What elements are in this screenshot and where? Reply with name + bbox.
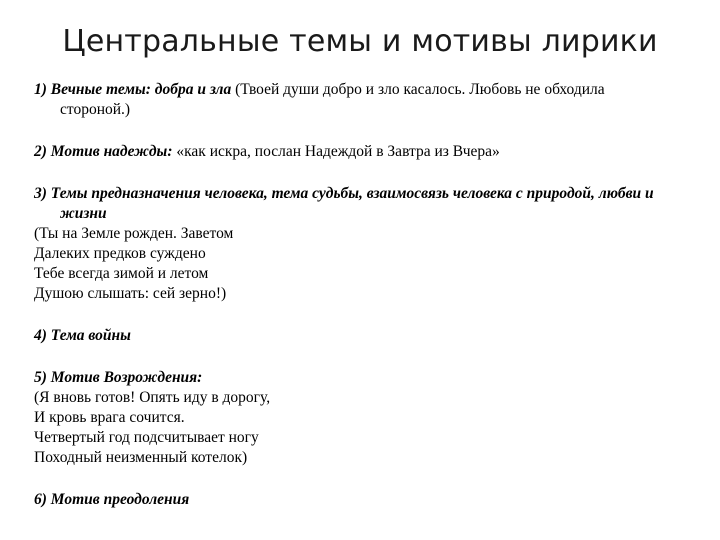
poem-line: Душою слышать: сей зерно!) bbox=[34, 285, 227, 302]
poem-line: Далеких предков суждено bbox=[34, 245, 206, 262]
poem-line: (Я вновь готов! Опять иду в дорогу, bbox=[34, 389, 271, 406]
item-heading: 6) Мотив преодоления bbox=[34, 491, 190, 508]
poem-line: И кровь врага сочится. bbox=[34, 409, 185, 426]
item-heading: 3) Темы предназначения человека, тема судьбы, взаимосвязь человека с природой, любви и жизни bbox=[34, 185, 654, 222]
item-heading: 2) Мотив надежды: bbox=[34, 143, 173, 160]
slide-body bbox=[34, 80, 674, 510]
poem-line: (Ты на Земле рожден. Заветом bbox=[34, 225, 234, 242]
item-heading: 5) Мотив Возрождения: bbox=[34, 369, 203, 386]
item-hope-motif bbox=[34, 142, 674, 162]
item-destiny-themes bbox=[34, 184, 674, 304]
item-revival-motif bbox=[34, 368, 674, 468]
item-eternal-themes bbox=[34, 80, 674, 120]
item-text: (Твоей души добро и зло касалось. Любовь не обходила стороной.) bbox=[60, 81, 605, 118]
item-overcoming-motif bbox=[34, 490, 674, 510]
item-war-theme bbox=[34, 326, 674, 346]
poem-line: Четвертый год подсчитывает ногу bbox=[34, 429, 259, 446]
slide-title: Центральные темы и мотивы лирики bbox=[62, 24, 658, 59]
item-heading: 4) Тема войны bbox=[34, 327, 131, 344]
item-text: «как искра, послан Надеждой в Завтра из Вчера» bbox=[172, 143, 500, 160]
poem-line: Походный неизменный котелок) bbox=[34, 449, 248, 466]
poem-line: Тебе всегда зимой и летом bbox=[34, 265, 209, 282]
item-heading: 1) Вечные темы: добра и зла bbox=[34, 81, 232, 98]
